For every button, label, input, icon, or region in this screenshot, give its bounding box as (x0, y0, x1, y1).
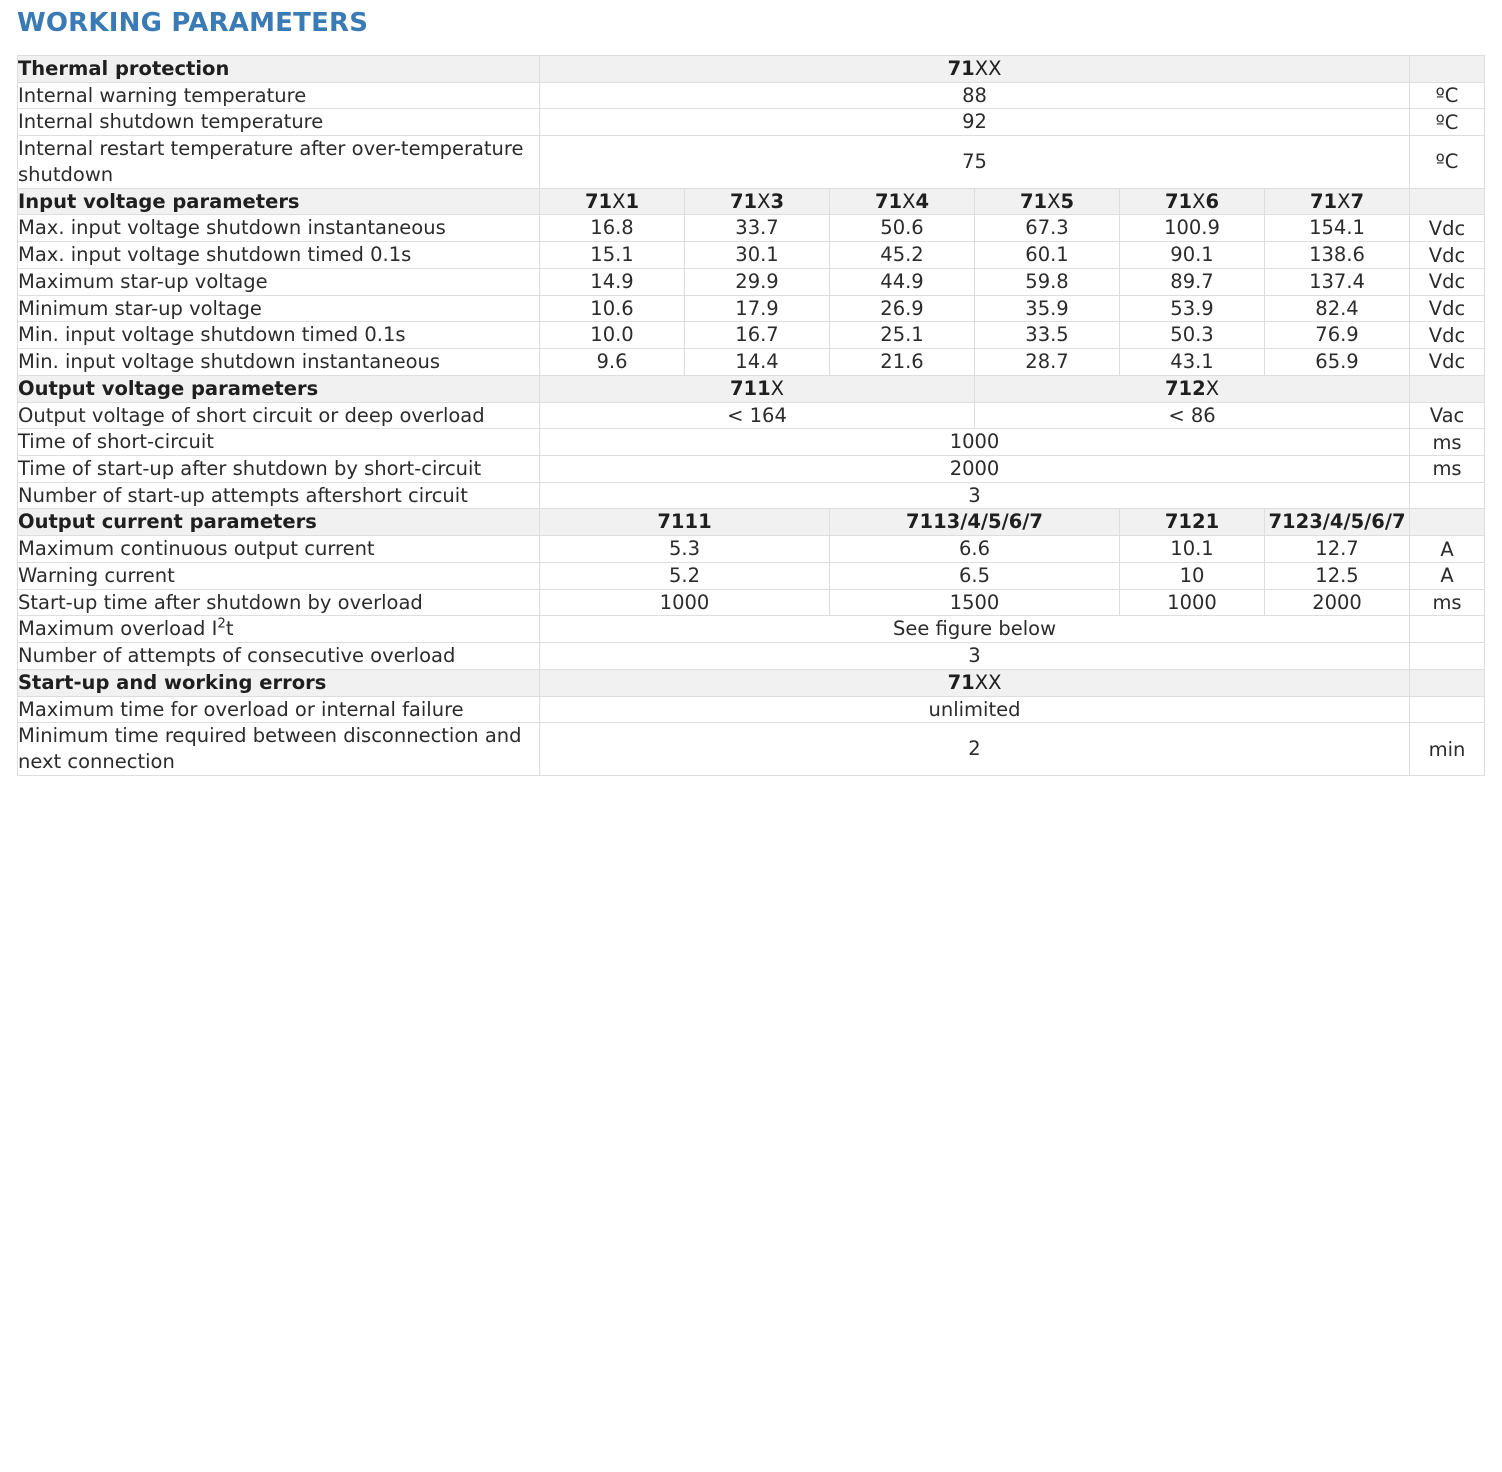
table-row (18, 322, 1485, 349)
cell-value: 16.8 (540, 215, 685, 242)
column-header: 711X (540, 375, 975, 402)
row-label: Time of short-circuit (18, 429, 540, 456)
cell-value: 53.9 (1120, 295, 1265, 322)
cell-unit: Vdc (1410, 295, 1485, 322)
cell-unit: Vdc (1410, 349, 1485, 376)
cell-value: 76.9 (1265, 322, 1410, 349)
cell-value: 2 (540, 723, 1410, 775)
cell-unit: Vac (1410, 402, 1485, 429)
cell-unit: ºC (1410, 82, 1485, 109)
cell-value: 3 (540, 482, 1410, 509)
section-header-row (18, 509, 1485, 536)
cell-unit (1410, 482, 1485, 509)
row-label: Start-up time after shutdown by overload (18, 589, 540, 616)
cell-value: 67.3 (975, 215, 1120, 242)
cell-value: 137.4 (1265, 268, 1410, 295)
cell-value: 75 (540, 136, 1410, 188)
cell-value: 25.1 (830, 322, 975, 349)
cell-value: 100.9 (1120, 215, 1265, 242)
cell-value: 45.2 (830, 242, 975, 269)
cell-value: 50.3 (1120, 322, 1265, 349)
table-row (18, 82, 1485, 109)
cell-value: 12.7 (1265, 536, 1410, 563)
cell-unit (1410, 643, 1485, 670)
cell-value: See figure below (540, 616, 1410, 643)
column-header: 71X1 (540, 188, 685, 215)
column-header: 71X5 (975, 188, 1120, 215)
cell-value: 6.6 (830, 536, 1120, 563)
section-header-row (18, 188, 1485, 215)
column-header: 712X (975, 375, 1410, 402)
cell-value: 1000 (1120, 589, 1265, 616)
unit-header (1410, 509, 1485, 536)
cell-value: 3 (540, 643, 1410, 670)
unit-header (1410, 56, 1485, 83)
cell-value: 9.6 (540, 349, 685, 376)
table-row (18, 215, 1485, 242)
row-label: Time of start-up after shutdown by short-circuit (18, 456, 540, 483)
cell-value: 59.8 (975, 268, 1120, 295)
table-row (18, 643, 1485, 670)
cell-value: 14.4 (685, 349, 830, 376)
cell-unit: ºC (1410, 109, 1485, 136)
cell-value: 2000 (1265, 589, 1410, 616)
cell-value: 17.9 (685, 295, 830, 322)
table-row (18, 349, 1485, 376)
section-header-label: Output voltage parameters (18, 375, 540, 402)
cell-value: 1000 (540, 429, 1410, 456)
cell-value: 50.6 (830, 215, 975, 242)
table-row (18, 723, 1485, 775)
column-header: 7113/4/5/6/7 (830, 509, 1120, 536)
unit-header (1410, 188, 1485, 215)
cell-value: 65.9 (1265, 349, 1410, 376)
cell-value: < 86 (975, 402, 1410, 429)
table-row (18, 589, 1485, 616)
cell-unit: Vdc (1410, 242, 1485, 269)
cell-value: 43.1 (1120, 349, 1265, 376)
section-header-row (18, 56, 1485, 83)
row-label: Min. input voltage shutdown instantaneous (18, 349, 540, 376)
cell-value: 26.9 (830, 295, 975, 322)
table-row (18, 456, 1485, 483)
row-label: Minimum star-up voltage (18, 295, 540, 322)
column-header: 7123/4/5/6/7 (1265, 509, 1410, 536)
cell-value: 12.5 (1265, 562, 1410, 589)
row-label: Maximum continuous output current (18, 536, 540, 563)
table-row (18, 109, 1485, 136)
cell-value: 5.3 (540, 536, 830, 563)
cell-value: 21.6 (830, 349, 975, 376)
cell-value: 10.6 (540, 295, 685, 322)
table-row (18, 616, 1485, 643)
row-label: Maximum time for overload or internal failure (18, 696, 540, 723)
cell-value: 10 (1120, 562, 1265, 589)
cell-unit: ºC (1410, 136, 1485, 188)
cell-unit: ms (1410, 456, 1485, 483)
unit-header (1410, 669, 1485, 696)
column-header: 7121 (1120, 509, 1265, 536)
cell-value: 28.7 (975, 349, 1120, 376)
working-parameters-table (17, 55, 1485, 776)
cell-unit (1410, 696, 1485, 723)
page-title: WORKING PARAMETERS (17, 8, 369, 38)
cell-value: 10.0 (540, 322, 685, 349)
column-header: 71XX (540, 56, 1410, 83)
cell-unit (1410, 616, 1485, 643)
section-header-row (18, 669, 1485, 696)
table-row (18, 295, 1485, 322)
cell-unit: A (1410, 562, 1485, 589)
cell-value: < 164 (540, 402, 975, 429)
cell-value: 154.1 (1265, 215, 1410, 242)
table-row (18, 402, 1485, 429)
column-header: 71X6 (1120, 188, 1265, 215)
table-row (18, 136, 1485, 188)
cell-unit: ms (1410, 589, 1485, 616)
table-body (18, 56, 1485, 776)
row-label: Internal shutdown temperature (18, 109, 540, 136)
table-row (18, 696, 1485, 723)
column-header: 71X3 (685, 188, 830, 215)
cell-value: 6.5 (830, 562, 1120, 589)
section-header-row (18, 375, 1485, 402)
cell-value: 5.2 (540, 562, 830, 589)
cell-value: 89.7 (1120, 268, 1265, 295)
cell-value: 88 (540, 82, 1410, 109)
section-header-label: Thermal protection (18, 56, 540, 83)
cell-value: 14.9 (540, 268, 685, 295)
cell-unit: Vdc (1410, 215, 1485, 242)
cell-value: 33.5 (975, 322, 1120, 349)
table-row (18, 429, 1485, 456)
row-label: Min. input voltage shutdown timed 0.1s (18, 322, 540, 349)
cell-value: 92 (540, 109, 1410, 136)
cell-value: 44.9 (830, 268, 975, 295)
table-row (18, 268, 1485, 295)
section-header-label: Start-up and working errors (18, 669, 540, 696)
cell-value: 16.7 (685, 322, 830, 349)
cell-value: 1500 (830, 589, 1120, 616)
row-label: Warning current (18, 562, 540, 589)
column-header: 7111 (540, 509, 830, 536)
row-label: Number of attempts of consecutive overload (18, 643, 540, 670)
row-label: Max. input voltage shutdown timed 0.1s (18, 242, 540, 269)
cell-unit: min (1410, 723, 1485, 775)
cell-value: 30.1 (685, 242, 830, 269)
row-label: Internal restart temperature after over-temperature shutdown (18, 136, 540, 188)
cell-value: 60.1 (975, 242, 1120, 269)
cell-unit: Vdc (1410, 268, 1485, 295)
column-header: 71X7 (1265, 188, 1410, 215)
row-label: Internal warning temperature (18, 82, 540, 109)
cell-value: 33.7 (685, 215, 830, 242)
unit-header (1410, 375, 1485, 402)
cell-value: 29.9 (685, 268, 830, 295)
table-row (18, 482, 1485, 509)
cell-value: 90.1 (1120, 242, 1265, 269)
cell-value: 15.1 (540, 242, 685, 269)
row-label: Maximum star-up voltage (18, 268, 540, 295)
cell-value: 35.9 (975, 295, 1120, 322)
row-label: Minimum time required between disconnection and next connection (18, 723, 540, 775)
column-header: 71XX (540, 669, 1410, 696)
cell-unit: ms (1410, 429, 1485, 456)
table-row (18, 536, 1485, 563)
cell-value: 2000 (540, 456, 1410, 483)
column-header: 71X4 (830, 188, 975, 215)
row-label: Max. input voltage shutdown instantaneous (18, 215, 540, 242)
section-header-label: Output current parameters (18, 509, 540, 536)
section-header-label: Input voltage parameters (18, 188, 540, 215)
row-label: Number of start-up attempts aftershort circuit (18, 482, 540, 509)
row-label: Maximum overload $I^2t$ (18, 616, 540, 643)
cell-value: unlimited (540, 696, 1410, 723)
cell-value: 10.1 (1120, 536, 1265, 563)
table-row (18, 242, 1485, 269)
cell-value: 138.6 (1265, 242, 1410, 269)
table-row (18, 562, 1485, 589)
cell-value: 82.4 (1265, 295, 1410, 322)
cell-unit: A (1410, 536, 1485, 563)
cell-unit: Vdc (1410, 322, 1485, 349)
row-label: Output voltage of short circuit or deep overload (18, 402, 540, 429)
cell-value: 1000 (540, 589, 830, 616)
